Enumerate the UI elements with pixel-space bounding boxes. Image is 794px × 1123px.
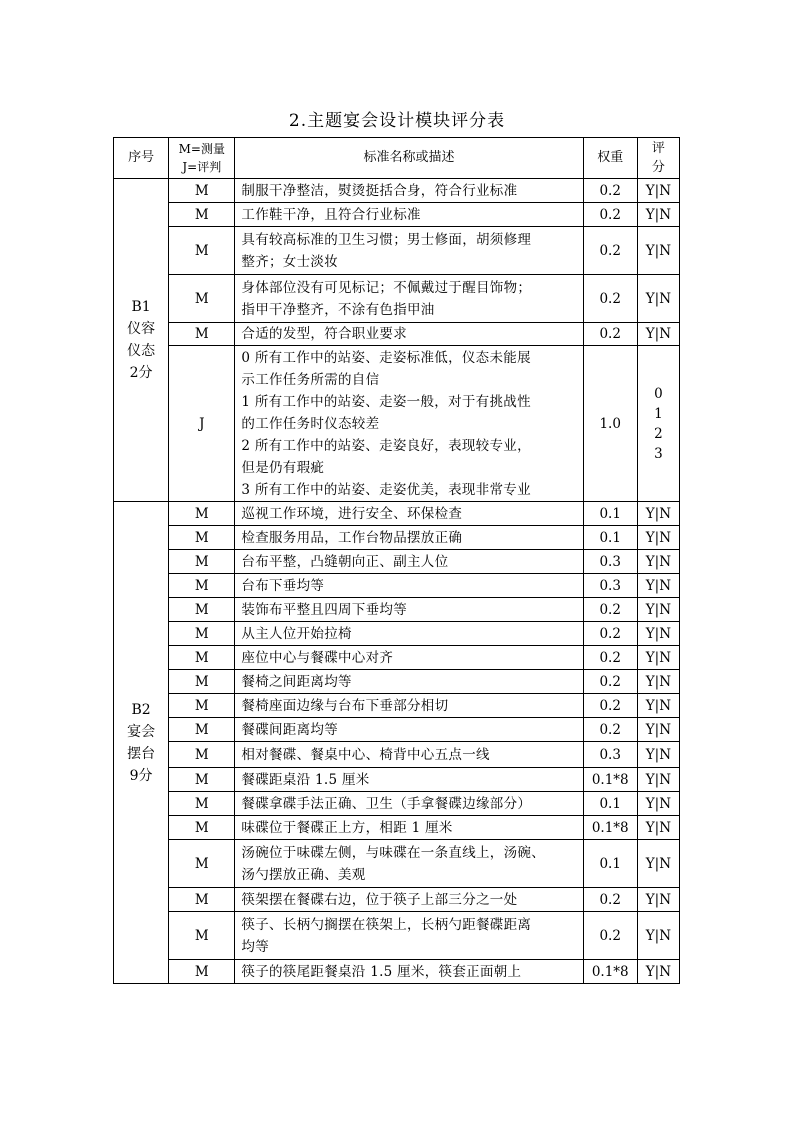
criterion-weight: 0.2: [583, 622, 637, 646]
criterion-score: Y|N: [637, 526, 679, 550]
table-row: [114, 816, 680, 840]
criterion-description: [235, 694, 583, 718]
criterion-description: [235, 888, 583, 912]
description-line: 筷子、长柄勺搁摆在筷架上，长柄勺距餐碟距离: [241, 916, 532, 933]
criterion-code: M: [169, 912, 235, 960]
description-line: 制服干净整洁，熨烫挺括合身，符合行业标准: [241, 182, 518, 199]
criterion-score: Y|N: [637, 670, 679, 694]
criterion-description: [235, 203, 583, 227]
table-row: [114, 526, 680, 550]
section-label: [114, 179, 169, 502]
score-option: 3: [654, 445, 663, 462]
section-label: [114, 502, 169, 984]
header-code-line1: M=测量: [178, 142, 225, 156]
criterion-score: Y|N: [637, 960, 679, 984]
criterion-score: Y|N: [637, 502, 679, 526]
criterion-code: M: [169, 694, 235, 718]
criterion-score: Y|N: [637, 550, 679, 574]
criterion-score: Y|N: [637, 275, 679, 323]
criterion-description: [235, 598, 583, 622]
description-line: 具有较高标准的卫生习惯；男士修面，胡须修理: [241, 231, 532, 248]
table-row: [114, 840, 680, 888]
section-label-line: 仪容: [127, 321, 156, 337]
criterion-weight: 0.2: [583, 323, 637, 346]
table-row: [114, 502, 680, 526]
table-row: [114, 346, 680, 502]
page-title: 2.主题宴会设计模块评分表: [288, 111, 506, 131]
criterion-description: [235, 574, 583, 598]
criterion-description: [235, 550, 583, 574]
criterion-weight: 0.2: [583, 912, 637, 960]
criterion-score: Y|N: [637, 768, 679, 792]
description-line: 餐碟间距离均等: [241, 721, 339, 738]
criterion-score: Y|N: [637, 598, 679, 622]
description-line: 汤勺摆放正确、美观: [241, 866, 366, 883]
criterion-weight: 0.1: [583, 526, 637, 550]
section-label-line: B1: [131, 299, 151, 315]
description-line: 筷子的筷尾距餐桌沿 1.5 厘米，筷套正面朝上: [241, 963, 522, 980]
description-line: 装饰布平整且四周下垂均等: [241, 601, 408, 618]
criterion-weight: 0.2: [583, 646, 637, 670]
criterion-code: M: [169, 816, 235, 840]
criterion-description: [235, 622, 583, 646]
criterion-weight: 0.1: [583, 840, 637, 888]
criterion-code: M: [169, 526, 235, 550]
header-desc: 标准名称或描述: [235, 138, 583, 179]
criterion-score: Y|N: [637, 203, 679, 227]
description-line: 台布下垂均等: [241, 577, 325, 594]
table-row: [114, 768, 680, 792]
criterion-description: [235, 646, 583, 670]
description-line: 3 所有工作中的站姿、走姿优美，表现非常专业: [241, 481, 531, 498]
criterion-score: Y|N: [637, 179, 679, 203]
table-row: [114, 227, 680, 275]
criterion-score: Y|N: [637, 912, 679, 960]
score-option: 2: [654, 425, 663, 442]
criterion-code: M: [169, 742, 235, 768]
table-row: [114, 960, 680, 984]
criterion-description: [235, 346, 583, 502]
table-row: [114, 203, 680, 227]
criterion-description: [235, 670, 583, 694]
criterion-description: [235, 227, 583, 275]
criterion-code: M: [169, 960, 235, 984]
header-score-line2: 分: [651, 160, 665, 175]
table-row: [114, 742, 680, 768]
criterion-description: [235, 840, 583, 888]
criterion-weight: 0.3: [583, 574, 637, 598]
description-line: 台布平整，凸缝朝向正、副主人位: [241, 553, 449, 570]
table-row: [114, 550, 680, 574]
table-row: [114, 670, 680, 694]
header-weight: 权重: [583, 138, 637, 179]
criterion-weight: 0.3: [583, 550, 637, 574]
criterion-weight: 0.2: [583, 670, 637, 694]
criterion-weight: 0.2: [583, 227, 637, 275]
criterion-weight: 0.2: [583, 888, 637, 912]
criterion-description: [235, 179, 583, 203]
criterion-code: M: [169, 670, 235, 694]
criterion-score: Y|N: [637, 792, 679, 816]
description-line: 的工作任务时仪态较差: [241, 415, 380, 432]
table-row: [114, 574, 680, 598]
description-line: 示工作任务所需的自信: [241, 371, 380, 388]
description-line: 座位中心与餐碟中心对齐: [241, 649, 394, 666]
description-line: 指甲干净整齐，不涂有色指甲油: [241, 301, 435, 318]
criterion-code: M: [169, 718, 235, 742]
description-line: 汤碗位于味碟左侧，与味碟在一条直线上，汤碗、: [241, 844, 546, 861]
table-row: [114, 323, 680, 346]
criterion-code: M: [169, 574, 235, 598]
criterion-weight: 0.1*8: [583, 816, 637, 840]
criterion-description: [235, 792, 583, 816]
criterion-score: Y|N: [637, 840, 679, 888]
criterion-score: Y|N: [637, 816, 679, 840]
criterion-description: [235, 526, 583, 550]
criterion-code: M: [169, 502, 235, 526]
criterion-code: M: [169, 323, 235, 346]
criterion-description: [235, 742, 583, 768]
criterion-description: [235, 323, 583, 346]
table-row: [114, 912, 680, 960]
description-line: 巡视工作环境，进行安全、环保检查: [241, 505, 463, 522]
table-row: [114, 179, 680, 203]
criterion-code: M: [169, 768, 235, 792]
criterion-description: [235, 912, 583, 960]
description-line: 筷架摆在餐碟右边，位于筷子上部三分之一处: [241, 891, 518, 908]
criterion-score: Y|N: [637, 742, 679, 768]
criterion-weight: 0.2: [583, 275, 637, 323]
section-label-line: B2: [131, 701, 151, 718]
criterion-code: M: [169, 179, 235, 203]
criterion-weight: 0.3: [583, 742, 637, 768]
criterion-weight: 0.1*8: [583, 960, 637, 984]
description-line: 2 所有工作中的站姿、走姿良好，表现较专业，: [241, 437, 531, 454]
criterion-code: M: [169, 840, 235, 888]
header-code-line2: J=评判: [182, 160, 222, 174]
header-code: [169, 138, 235, 179]
description-line: 餐椅之间距离均等: [241, 673, 352, 690]
section-label-line: 9分: [129, 767, 153, 784]
description-line: 0 所有工作中的站姿、走姿标准低，仪态未能展: [241, 349, 531, 366]
table-row: [114, 598, 680, 622]
criterion-code: M: [169, 646, 235, 670]
table-row: [114, 646, 680, 670]
header-score-line1: 评: [651, 141, 665, 156]
criterion-score: Y|N: [637, 888, 679, 912]
section-label-line: 2分: [129, 365, 153, 381]
description-line: 但是仍有瑕疵: [241, 459, 325, 476]
criterion-score: Y|N: [637, 323, 679, 346]
criterion-weight: 0.1: [583, 502, 637, 526]
criterion-weight: 1.0: [583, 346, 637, 502]
criterion-weight: 0.2: [583, 179, 637, 203]
criterion-code: M: [169, 275, 235, 323]
criterion-score: [637, 346, 679, 502]
criterion-score: Y|N: [637, 718, 679, 742]
criterion-weight: 0.2: [583, 203, 637, 227]
description-line: 整齐；女士淡妆: [241, 253, 339, 270]
criterion-weight: 0.2: [583, 598, 637, 622]
criterion-weight: 0.2: [583, 694, 637, 718]
criterion-code: M: [169, 227, 235, 275]
description-line: 相对餐碟、餐桌中心、椅背中心五点一线: [241, 746, 490, 763]
score-option: 0: [654, 385, 663, 402]
criterion-code: M: [169, 203, 235, 227]
description-line: 身体部位没有可见标记；不佩戴过于醒目饰物；: [241, 279, 532, 296]
table-header-row: [114, 138, 680, 179]
criterion-weight: 0.1*8: [583, 768, 637, 792]
criterion-code: M: [169, 888, 235, 912]
table-row: [114, 718, 680, 742]
description-line: 从主人位开始拉椅: [241, 625, 352, 642]
description-line: 合适的发型，符合职业要求: [241, 326, 408, 342]
criterion-code: M: [169, 792, 235, 816]
description-line: 餐碟拿碟手法正确、卫生（手拿餐碟边缘部分）: [241, 795, 532, 812]
criterion-code: M: [169, 598, 235, 622]
score-option: 1: [654, 405, 663, 422]
section-label-line: 摆台: [127, 745, 156, 762]
criterion-score: Y|N: [637, 622, 679, 646]
section-label-line: 仪态: [127, 343, 156, 359]
description-line: 餐碟距桌沿 1.5 厘米: [241, 771, 370, 788]
description-line: 工作鞋干净，且符合行业标准: [241, 206, 421, 223]
criterion-weight: 0.2: [583, 718, 637, 742]
description-line: 均等: [241, 938, 270, 955]
criterion-description: [235, 275, 583, 323]
criterion-description: [235, 816, 583, 840]
criterion-weight: 0.1: [583, 792, 637, 816]
criterion-score: Y|N: [637, 646, 679, 670]
criterion-score: Y|N: [637, 227, 679, 275]
criterion-code: J: [169, 346, 235, 502]
description-line: 1 所有工作中的站姿、走姿一般，对于有挑战性: [241, 393, 531, 410]
header-score: [637, 138, 679, 179]
criterion-description: [235, 718, 583, 742]
table-row: [114, 622, 680, 646]
table-row: [114, 275, 680, 323]
description-line: 味碟位于餐碟正上方，相距 1 厘米: [241, 819, 453, 836]
table-row: [114, 694, 680, 718]
description-line: 检查服务用品，工作台物品摆放正确: [241, 529, 463, 546]
criterion-description: [235, 960, 583, 984]
header-no: 序号: [114, 138, 169, 179]
criterion-description: [235, 502, 583, 526]
criterion-score: Y|N: [637, 694, 679, 718]
criterion-description: [235, 768, 583, 792]
criterion-score: Y|N: [637, 574, 679, 598]
table-row: [114, 888, 680, 912]
criterion-code: M: [169, 550, 235, 574]
scoring-table: [113, 137, 680, 984]
section-label-line: 宴会: [127, 723, 156, 740]
table-row: [114, 792, 680, 816]
description-line: 餐椅座面边缘与台布下垂部分相切: [241, 697, 449, 714]
criterion-code: M: [169, 622, 235, 646]
